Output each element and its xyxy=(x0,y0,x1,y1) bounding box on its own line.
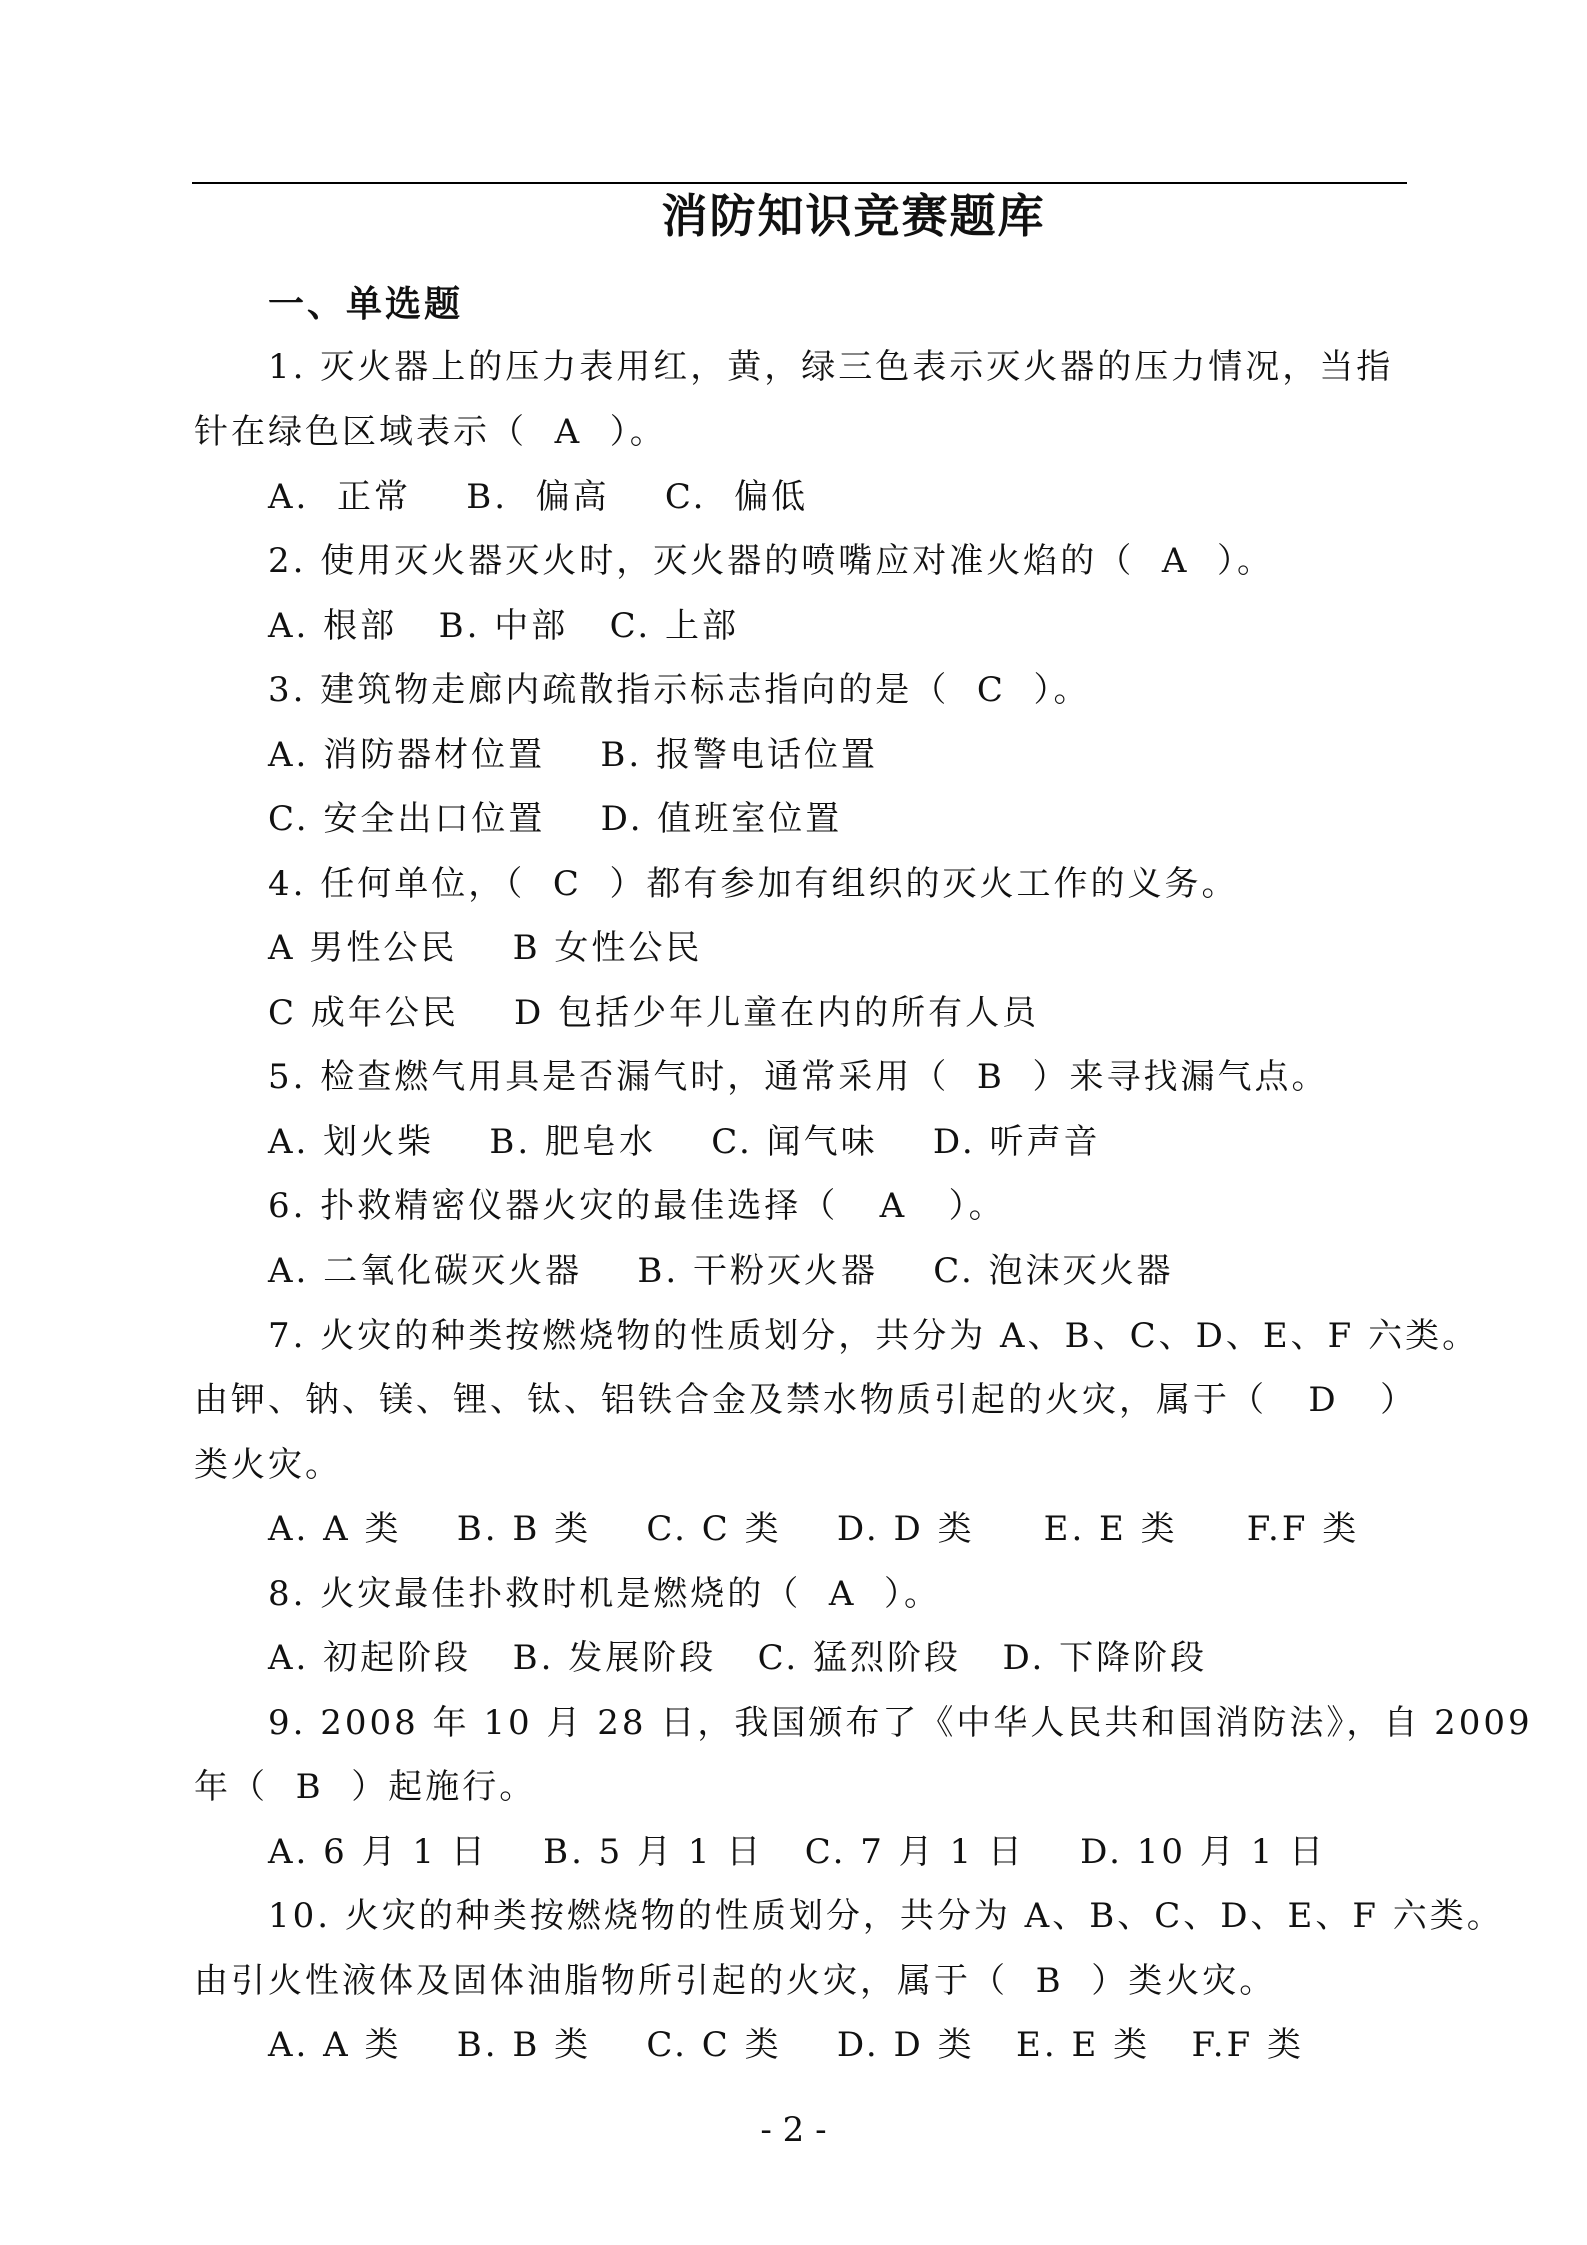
question-8-options: A. 初起阶段 B. 发展阶段 C. 猛烈阶段 D. 下降阶段 xyxy=(268,1638,1208,1678)
question-10-options: A. A 类 B. B 类 C. C 类 D. D 类 E. E 类 F.F 类 xyxy=(268,2025,1304,2065)
question-3: 3. 建筑物走廊内疏散指示标志指向的是（ C ）。 xyxy=(268,670,1091,710)
question-7-line-3: 类火灾。 xyxy=(194,1445,342,1485)
question-10-line-2: 由引火性液体及固体油脂物所引起的火灾，属于（ B ）类火灾。 xyxy=(194,1961,1277,2001)
section-heading: 一、单选题 xyxy=(268,283,464,325)
question-8: 8. 火灾最佳扑救时机是燃烧的（ A ）。 xyxy=(268,1574,942,1614)
question-9-line-2: 年（ B ）起施行。 xyxy=(194,1767,537,1807)
question-5: 5. 检查燃气用具是否漏气时，通常采用（ B ）来寻找漏气点。 xyxy=(268,1057,1329,1097)
question-1-line-2: 针在绿色区域表示（ A ）。 xyxy=(194,412,667,452)
question-6-options: A. 二氧化碳灭火器 B. 干粉灭火器 C. 泡沫灭火器 xyxy=(268,1251,1174,1291)
question-3-options-1: A. 消防器材位置 B. 报警电话位置 xyxy=(268,735,878,775)
question-5-options: A. 划火柴 B. 肥皂水 C. 闻气味 D. 听声音 xyxy=(268,1122,1101,1162)
question-6: 6. 扑救精密仪器火灾的最佳选择（ A ）。 xyxy=(268,1186,1006,1226)
question-9-line-1: 9. 2008 年 10 月 28 日，我国颁布了《中华人民共和国消防法》，自 2009 xyxy=(268,1703,1533,1743)
question-10-line-1: 10. 火灾的种类按燃烧物的性质划分，共分为 A、B、C、D、E、F 六类。 xyxy=(268,1896,1504,1936)
question-4-options-1: A 男性公民 B 女性公民 xyxy=(268,928,703,968)
question-7-options: A. A 类 B. B 类 C. C 类 D. D 类 E. E 类 F.F 类 xyxy=(268,1509,1360,1549)
question-9-options: A. 6 月 1 日 B. 5 月 1 日 C. 7 月 1 日 D. 10 月 1 日 xyxy=(268,1832,1327,1872)
page-number: - 2 - xyxy=(760,2110,827,2150)
question-1-options: A. 正常 B. 偏高 C. 偏低 xyxy=(268,477,809,517)
question-3-options-2: C. 安全出口位置 D. 值班室位置 xyxy=(268,799,843,839)
question-2-options: A. 根部 B. 中部 C. 上部 xyxy=(268,606,740,646)
question-1-line-1: 1. 灭火器上的压力表用红，黄，绿三色表示灭火器的压力情况，当指 xyxy=(268,347,1394,387)
question-4-options-2: C 成年公民 D 包括少年儿童在内的所有人员 xyxy=(268,993,1040,1033)
question-7-line-1: 7. 火灾的种类按燃烧物的性质划分，共分为 A、B、C、D、E、F 六类。 xyxy=(268,1316,1480,1356)
page-title: 消防知识竞赛题库 xyxy=(661,189,1046,243)
question-4: 4. 任何单位，（ C ）都有参加有组织的灭火工作的义务。 xyxy=(268,864,1239,904)
header-rule xyxy=(192,182,1407,184)
question-2: 2. 使用灭火器灭火时，灭火器的喷嘴应对准火焰的（ A ）。 xyxy=(268,541,1275,581)
question-7-line-2: 由钾、钠、镁、锂、钛、铝铁合金及禁水物质引起的火灾，属于（ D ） xyxy=(194,1380,1418,1420)
